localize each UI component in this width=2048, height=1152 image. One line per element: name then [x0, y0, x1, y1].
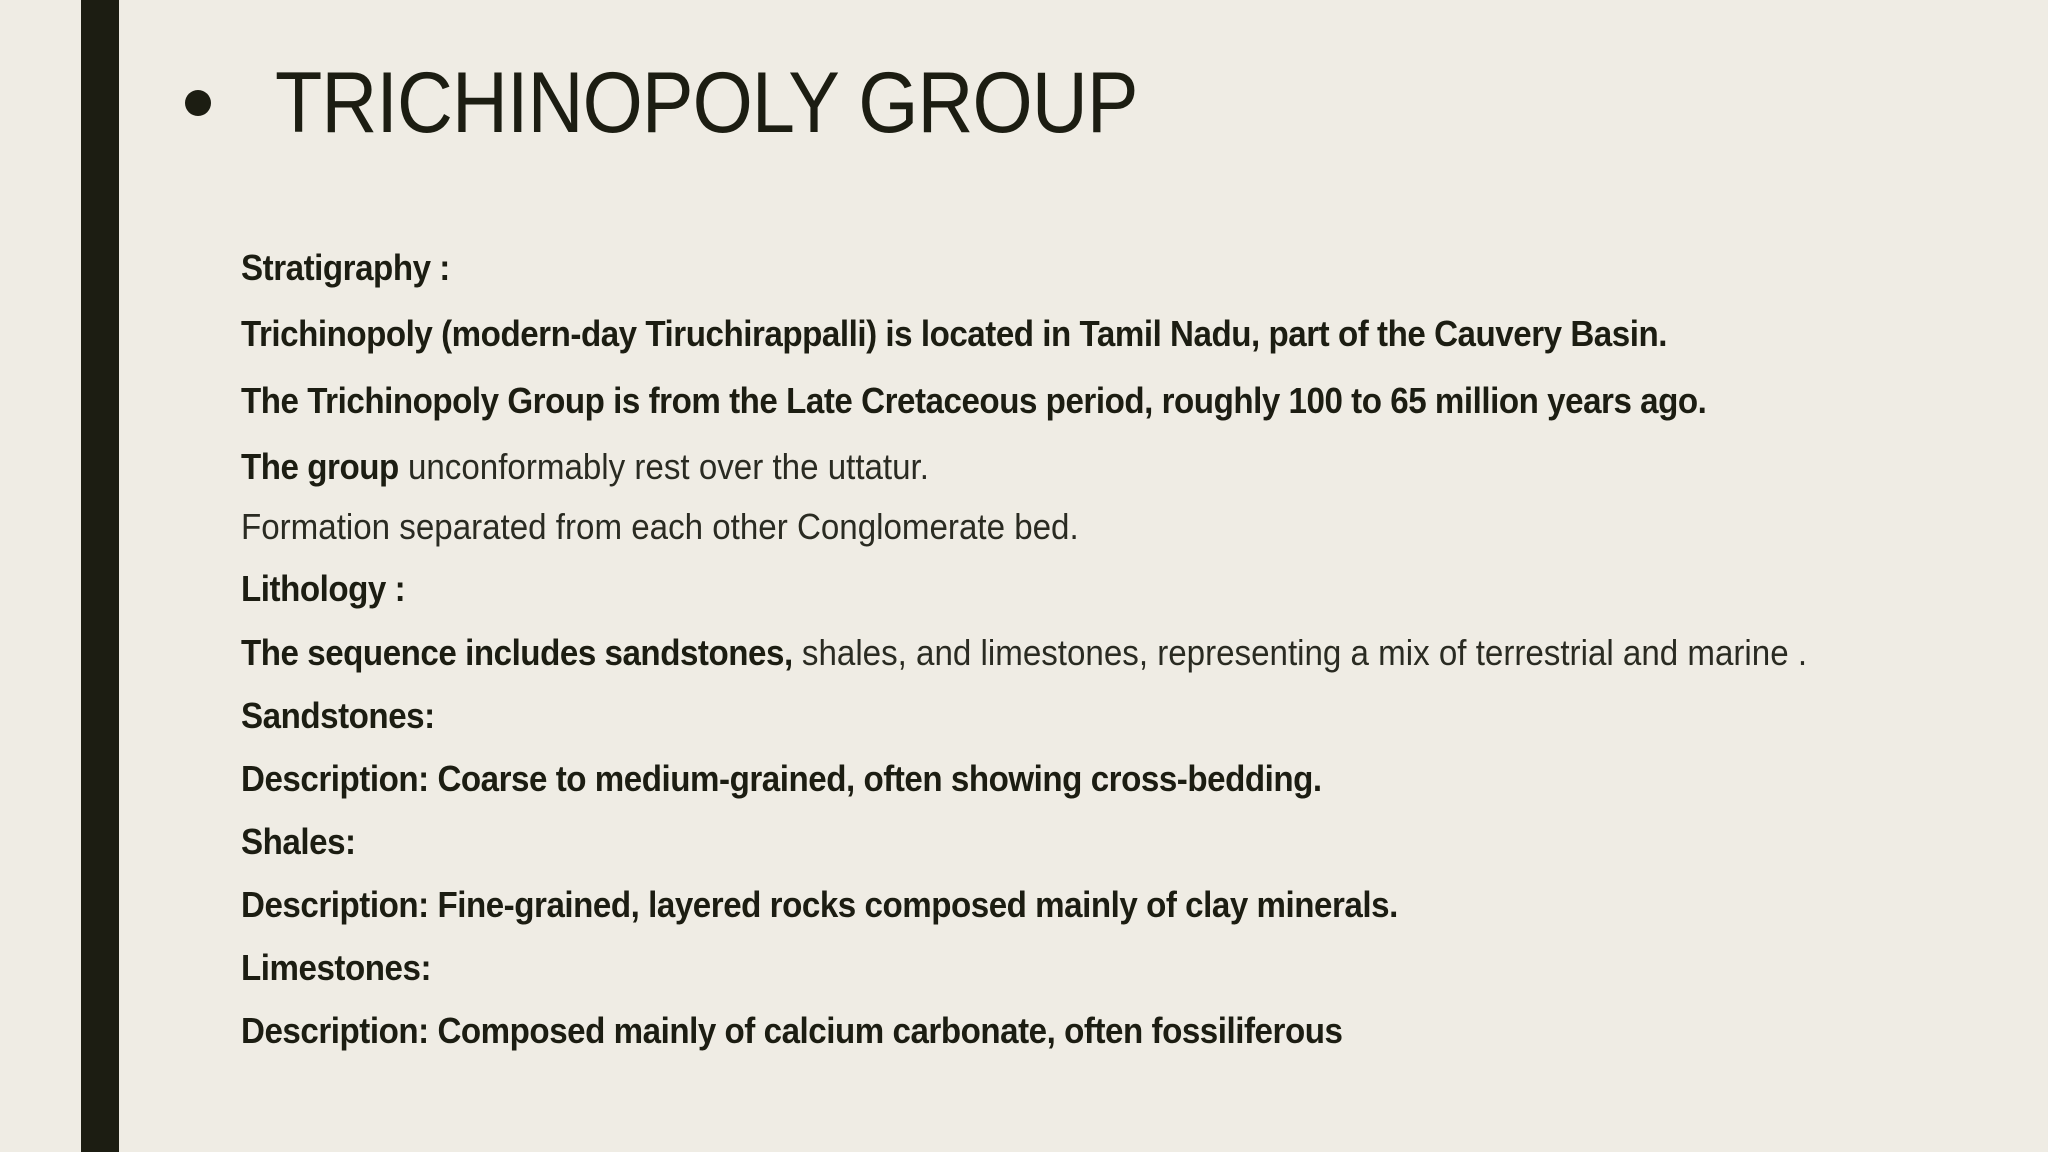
normal-text: unconformably rest over the uttatur.: [398, 446, 929, 487]
body-line: [241, 447, 929, 487]
body-line: [241, 569, 405, 609]
body-line: [241, 248, 450, 288]
body-line: [241, 314, 1667, 354]
bold-text: Description: Fine-grained, layered rocks composed mainly of clay minerals.: [241, 884, 1398, 925]
bullet-icon: [185, 90, 211, 116]
body-line: [241, 885, 1398, 925]
body-line: [241, 1011, 1342, 1051]
bold-text: Sandstones:: [241, 695, 435, 736]
bold-text: Shales:: [241, 821, 356, 862]
bold-text: The group: [241, 446, 399, 487]
bold-text: Description: Composed mainly of calcium carbonate, often fossiliferous: [241, 1010, 1343, 1051]
bold-text: Limestones:: [241, 947, 432, 988]
bold-text: Lithology :: [241, 568, 406, 609]
body-line: [241, 696, 435, 736]
normal-text: shales, and limestones, representing a mix of terrestrial and marine .: [792, 632, 1808, 673]
body-line: [241, 507, 1079, 547]
body-line: [241, 759, 1322, 799]
bold-text: Stratigraphy :: [241, 247, 450, 288]
normal-text: Formation separated from each other Conglomerate bed.: [241, 506, 1079, 547]
title-row: [185, 48, 1233, 158]
bold-text: Description: Coarse to medium-grained, often showing cross-bedding.: [241, 758, 1322, 799]
bold-text: The Trichinopoly Group is from the Late Cretaceous period, roughly 100 to 65 million years ago.: [241, 380, 1707, 421]
bold-text: Trichinopoly (modern-day Tiruchirappalli) is located in Tamil Nadu, part of the Cauvery Basin.: [241, 313, 1667, 354]
slide-title: TRICHINOPOLY GROUP: [275, 54, 1138, 151]
bold-text: The sequence includes sandstones,: [241, 632, 793, 673]
body-line: [241, 381, 1706, 421]
body-line: [241, 948, 431, 988]
left-accent-bar: [81, 0, 119, 1152]
body-line: [241, 633, 1807, 673]
body-line: [241, 822, 356, 862]
